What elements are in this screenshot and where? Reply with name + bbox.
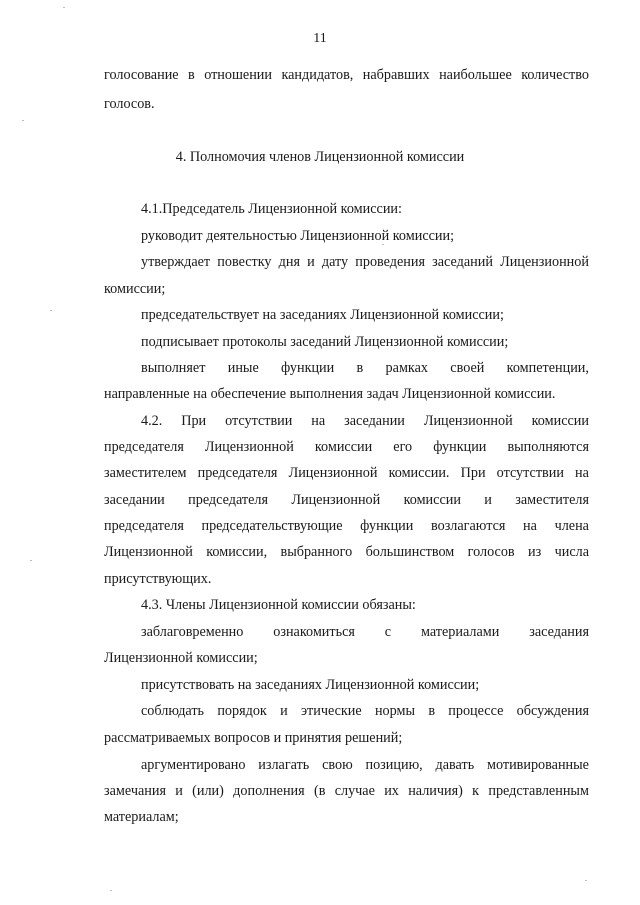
word: замечания: [104, 783, 166, 799]
word: его: [393, 439, 413, 455]
word: числа: [554, 544, 589, 560]
scan-speck: [30, 560, 32, 561]
word: процессе: [448, 703, 504, 719]
word: повестку: [217, 254, 272, 270]
scan-speck: [22, 120, 24, 121]
word: комиссии.: [388, 465, 450, 481]
word: мотивированные: [486, 757, 589, 773]
word: и: [484, 492, 492, 508]
word: Лицензионной: [291, 492, 381, 508]
text-line: присутствовать на заседаниях Лицензионной комиссии;: [141, 677, 480, 693]
text-line: комиссии;: [104, 281, 166, 297]
text-line: 4.1.Председатель Лицензионной комиссии:: [141, 201, 402, 217]
word: на: [523, 518, 537, 534]
text-line: материалам;: [104, 809, 179, 825]
word: порядок: [217, 703, 267, 719]
word: комиссии: [403, 492, 461, 508]
text-line: [141, 359, 589, 377]
word: функции: [281, 360, 335, 376]
word: с: [384, 624, 392, 640]
word: функции: [433, 439, 487, 455]
word: выполняет: [141, 360, 206, 376]
word: комиссии,: [206, 544, 268, 560]
page-number: 11: [313, 31, 327, 46]
word: отношении: [204, 67, 272, 83]
word: в: [188, 67, 195, 83]
word: и: [175, 783, 183, 799]
scan-speck: [110, 890, 112, 891]
word: функции: [360, 518, 414, 534]
word: наибольшее: [439, 67, 512, 83]
word: представленным: [488, 783, 589, 799]
word: компетенции,: [506, 360, 589, 376]
word: комиссии: [531, 413, 589, 429]
text-line: [141, 623, 589, 641]
text-line: [141, 702, 589, 720]
word: заседаний: [432, 254, 493, 270]
word: рамках: [385, 360, 428, 376]
word: наличия): [408, 783, 463, 799]
word: При: [460, 465, 486, 481]
scan-speck: [382, 244, 384, 245]
word: соблюдать: [141, 703, 205, 719]
word: председателя: [197, 465, 278, 481]
word: проведения: [355, 254, 426, 270]
word: председателя: [104, 518, 184, 534]
word: дня: [278, 254, 300, 270]
word: возлагаются: [431, 518, 506, 534]
word: своей: [450, 360, 485, 376]
word: комиссии: [314, 439, 373, 455]
word: члена: [554, 518, 589, 534]
word: отсутствии: [496, 465, 564, 481]
word: позицию,: [365, 757, 423, 773]
word: нормы: [374, 703, 416, 719]
word: (в: [313, 783, 326, 799]
word: председательствующие: [201, 518, 343, 534]
word: и: [307, 254, 315, 270]
word: голосование: [104, 67, 179, 83]
word: выбранного: [280, 544, 353, 560]
text-line: [104, 782, 589, 800]
word: Лицензионной: [288, 465, 378, 481]
word: кандидатов,: [281, 67, 354, 83]
word: в: [356, 360, 364, 376]
word: Лицензионной: [104, 544, 193, 560]
word: заседании: [344, 413, 405, 429]
word: обсуждения: [516, 703, 589, 719]
word: заместителя: [515, 492, 589, 508]
word: ознакомиться: [273, 624, 355, 640]
word: дату: [321, 254, 349, 270]
text-line: 4.3. Члены Лицензионной комиссии обязаны:: [141, 597, 416, 613]
word: случае: [334, 783, 375, 799]
word: председателя: [188, 492, 268, 508]
word: на: [311, 413, 326, 429]
word: отсутствии: [225, 413, 293, 429]
section-heading: 4. Полномочия членов Лицензионной комиссии: [175, 149, 465, 165]
word: количество: [521, 67, 589, 83]
word: их: [384, 783, 399, 799]
text-line: направленные на обеспечение выполнения задач Лицензионной комиссии.: [104, 386, 556, 402]
word: иные: [227, 360, 259, 376]
word: дополнения: [233, 783, 305, 799]
word: председателя: [104, 439, 184, 455]
word: этические: [300, 703, 362, 719]
word: При: [181, 413, 207, 429]
text-line: Лицензионной комиссии;: [104, 650, 258, 666]
text-line: [141, 412, 589, 430]
text-line: [104, 438, 589, 456]
text-line: подписывает протоколы заседаний Лицензионной комиссии;: [141, 334, 509, 350]
word: Лицензионной: [423, 413, 513, 429]
word: свою: [322, 757, 353, 773]
word: из: [528, 544, 542, 560]
word: заместителем: [104, 465, 187, 481]
word: аргументировано: [141, 757, 246, 773]
scan-speck: [50, 310, 52, 311]
text-line: [104, 517, 589, 535]
word: заседании: [104, 492, 165, 508]
text-line: [104, 464, 589, 482]
word: на: [575, 465, 589, 481]
word: (или): [192, 783, 224, 799]
text-line: присутствующих.: [104, 571, 212, 587]
scan-speck: [63, 7, 65, 8]
word: излагать: [258, 757, 310, 773]
word: давать: [435, 757, 475, 773]
text-line: [104, 543, 589, 561]
text-line: [141, 253, 589, 271]
word: и: [280, 703, 288, 719]
text-line: [141, 756, 589, 774]
text-line: [104, 491, 589, 509]
word: голосов: [467, 544, 515, 560]
text-line: [104, 66, 589, 84]
word: к: [472, 783, 480, 799]
text-line: руководит деятельностью Лицензионной комиссии;: [141, 228, 455, 244]
text-line: голосов.: [104, 96, 155, 112]
word: выполняются: [507, 439, 589, 455]
word: Лицензионной: [204, 439, 294, 455]
word: Лицензионной: [500, 254, 589, 270]
word: 4.2.: [141, 413, 163, 429]
word: материалами: [421, 624, 500, 640]
word: набравших: [362, 67, 430, 83]
word: заблаговременно: [141, 624, 244, 640]
word: утверждает: [141, 254, 211, 270]
word: большинством: [365, 544, 455, 560]
scan-speck: [585, 880, 587, 881]
word: заседания: [529, 624, 589, 640]
word: в: [428, 703, 436, 719]
text-line: председательствует на заседаниях Лицензионной комиссии;: [141, 307, 504, 323]
text-line: рассматриваемых вопросов и принятия решений;: [104, 730, 403, 746]
